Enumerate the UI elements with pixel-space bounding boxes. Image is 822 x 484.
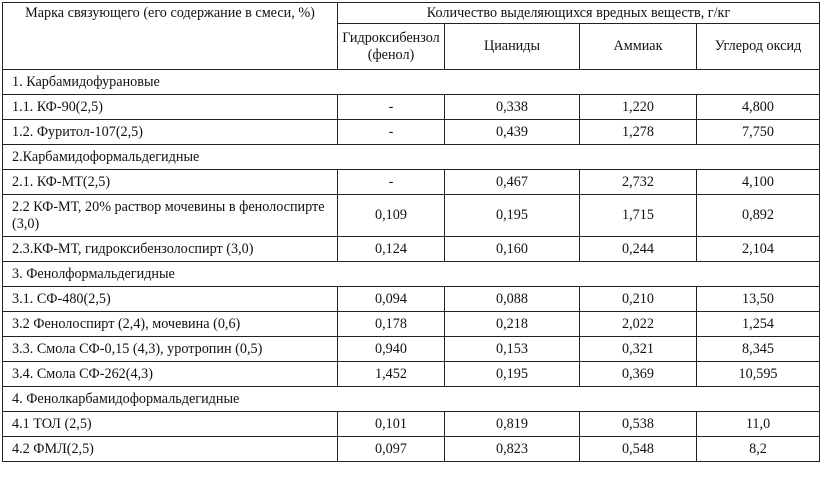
binder-name-cell: 3.1. СФ-480(2,5) — [3, 287, 338, 312]
binder-column-header: Марка связующего (его содержание в смеси, %) — [3, 3, 338, 70]
cyanide-value-cell: 0,823 — [445, 437, 580, 462]
ammonia-value-cell: 0,244 — [580, 237, 697, 262]
cyanide-value-cell: 0,160 — [445, 237, 580, 262]
binder-name-cell: 2.3.КФ-МТ, гидроксибензолоспирт (3,0) — [3, 237, 338, 262]
ammonia-value-cell: 1,715 — [580, 195, 697, 237]
cyanide-value-cell: 0,195 — [445, 362, 580, 387]
cyanide-value-cell: 0,218 — [445, 312, 580, 337]
section-row — [3, 145, 820, 170]
co-value-cell: 4,800 — [697, 95, 820, 120]
co-value-cell: 10,595 — [697, 362, 820, 387]
binder-name-cell: 1.2. Фуритол-107(2,5) — [3, 120, 338, 145]
table-row — [3, 120, 820, 145]
cyanide-value-cell: 0,338 — [445, 95, 580, 120]
binder-name-cell: 1.1. КФ-90(2,5) — [3, 95, 338, 120]
phenol-column-header: Гидроксибензол (фенол) — [338, 24, 445, 70]
cyanide-value-cell: 0,819 — [445, 412, 580, 437]
binder-name-cell: 3.3. Смола СФ-0,15 (4,3), уротропин (0,5) — [3, 337, 338, 362]
co-value-cell: 11,0 — [697, 412, 820, 437]
co-value-cell: 1,254 — [697, 312, 820, 337]
ammonia-value-cell: 1,278 — [580, 120, 697, 145]
cyanide-value-cell: 0,088 — [445, 287, 580, 312]
table-row — [3, 312, 820, 337]
phenol-value-cell: 0,940 — [338, 337, 445, 362]
binder-name-cell: 4.1 ТОЛ (2,5) — [3, 412, 338, 437]
section-row — [3, 262, 820, 287]
ammonia-value-cell: 0,548 — [580, 437, 697, 462]
table-body — [3, 70, 820, 462]
section-title: 2.Карбамидоформальдегидные — [3, 145, 820, 170]
phenol-value-cell: - — [338, 95, 445, 120]
ammonia-value-cell: 2,022 — [580, 312, 697, 337]
ammonia-value-cell: 2,732 — [580, 170, 697, 195]
table-row — [3, 437, 820, 462]
co-value-cell: 8,2 — [697, 437, 820, 462]
ammonia-value-cell: 0,369 — [580, 362, 697, 387]
co-value-cell: 0,892 — [697, 195, 820, 237]
co-value-cell: 4,100 — [697, 170, 820, 195]
cyanide-value-cell: 0,153 — [445, 337, 580, 362]
co-value-cell: 2,104 — [697, 237, 820, 262]
phenol-value-cell: - — [338, 170, 445, 195]
phenol-value-cell: 0,124 — [338, 237, 445, 262]
co-value-cell: 8,345 — [697, 337, 820, 362]
phenol-value-cell: 0,094 — [338, 287, 445, 312]
cyanide-value-cell: 0,467 — [445, 170, 580, 195]
table-row — [3, 170, 820, 195]
section-title: 3. Фенолформальдегидные — [3, 262, 820, 287]
binder-name-cell: 3.4. Смола СФ-262(4,3) — [3, 362, 338, 387]
table-row — [3, 412, 820, 437]
phenol-value-cell: 0,097 — [338, 437, 445, 462]
ammonia-column-header: Аммиак — [580, 24, 697, 70]
ammonia-value-cell: 0,321 — [580, 337, 697, 362]
co-column-header: Углерод оксид — [697, 24, 820, 70]
table-row — [3, 237, 820, 262]
binder-name-cell: 4.2 ФМЛ(2,5) — [3, 437, 338, 462]
ammonia-value-cell: 0,538 — [580, 412, 697, 437]
cyanide-column-header: Цианиды — [445, 24, 580, 70]
section-row — [3, 70, 820, 95]
table-row — [3, 337, 820, 362]
table-row — [3, 362, 820, 387]
phenol-value-cell: 0,101 — [338, 412, 445, 437]
section-title: 1. Карбамидофурановые — [3, 70, 820, 95]
cyanide-value-cell: 0,439 — [445, 120, 580, 145]
emissions-table — [2, 2, 820, 462]
table-row — [3, 287, 820, 312]
co-value-cell: 13,50 — [697, 287, 820, 312]
co-value-cell: 7,750 — [697, 120, 820, 145]
section-row — [3, 387, 820, 412]
table-row — [3, 195, 820, 237]
phenol-value-cell: 0,109 — [338, 195, 445, 237]
binder-name-cell: 2.2 КФ-МТ, 20% раствор мочевины в фенолоспирте (3,0) — [3, 195, 338, 237]
section-title: 4. Фенолкарбамидоформальдегидные — [3, 387, 820, 412]
ammonia-value-cell: 1,220 — [580, 95, 697, 120]
table-row — [3, 95, 820, 120]
binder-name-cell: 3.2 Фенолоспирт (2,4), мочевина (0,6) — [3, 312, 338, 337]
ammonia-value-cell: 0,210 — [580, 287, 697, 312]
emissions-group-header: Количество выделяющихся вредных веществ, г/кг — [338, 3, 820, 24]
cyanide-value-cell: 0,195 — [445, 195, 580, 237]
binder-name-cell: 2.1. КФ-МТ(2,5) — [3, 170, 338, 195]
phenol-value-cell: - — [338, 120, 445, 145]
phenol-value-cell: 1,452 — [338, 362, 445, 387]
phenol-value-cell: 0,178 — [338, 312, 445, 337]
